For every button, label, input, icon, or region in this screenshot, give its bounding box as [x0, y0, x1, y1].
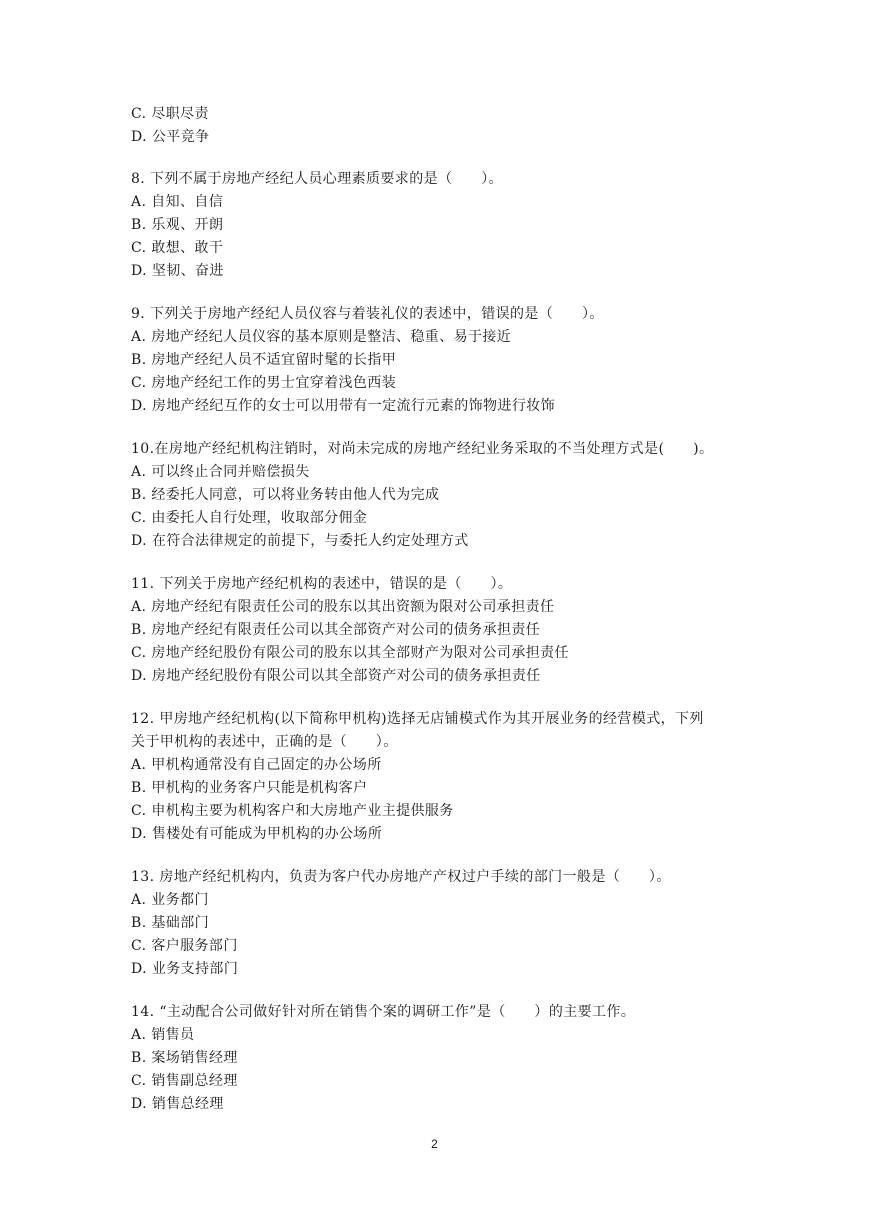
option-b: B. 案场销售经理 — [131, 1050, 238, 1066]
option-b: B. 房地产经纪人员不适宜留时髦的长指甲 — [131, 352, 397, 368]
option: C. 尽职尽责 — [131, 106, 209, 122]
question-text: 9. 下列关于房地产经纪人员仪容与着装礼仪的表述中，错误的是（ ）。 — [131, 306, 604, 322]
option-b: B. 乐观、开朗 — [131, 217, 224, 233]
option-d: D. 房地产经纪股份有限公司以其全部资产对公司的债务承担责任 — [131, 668, 541, 684]
option-c: C. 销售副总经理 — [131, 1073, 238, 1089]
option-a: A. 甲机构通常没有自己固定的办公场所 — [131, 757, 382, 773]
option-d: D. 售楼处有可能成为甲机构的办公场所 — [131, 826, 383, 842]
option-b: B. 基础部门 — [131, 915, 209, 931]
option-b: B. 经委托人同意，可以将业务转由他人代为完成 — [131, 487, 440, 503]
option-a: A. 自知、自信 — [131, 194, 224, 210]
option-a: A. 房地产经纪有限责任公司的股东以其出资额为限对公司承担责任 — [131, 599, 555, 615]
option-d: D. 坚韧、奋进 — [131, 263, 224, 279]
option-d: D. 房地产经纪互作的女士可以用带有一定流行元素的饰物进行妆饰 — [131, 398, 556, 414]
option-a: A. 可以终止合同并赔偿损失 — [131, 464, 310, 480]
question-13 — [131, 866, 771, 981]
question-10 — [131, 438, 771, 553]
question-12 — [131, 708, 771, 846]
option-b: B. 甲机构的业务客户只能是机构客户 — [131, 780, 368, 796]
question-text: 10.在房地产经纪机构注销时，对尚未完成的房地产经纪业务采取的不当处理方式是( )。 — [131, 441, 714, 457]
option-b: B. 房地产经纪有限责任公司以其全部资产对公司的债务承担责任 — [131, 622, 541, 638]
option-c: C. 敢想、敢干 — [131, 240, 224, 256]
question-text: 12. 甲房地产经纪机构(以下简称甲机构)选择无店铺模式作为其开展业务的经营模式，下列 — [131, 711, 704, 727]
question-9 — [131, 303, 771, 418]
option-d: D. 业务支持部门 — [131, 961, 239, 977]
option-c: C. 房地产经纪股份有限公司的股东以其全部财产为限对公司承担责任 — [131, 645, 569, 661]
question-text: 14. “主动配合公司做好针对所在销售个案的调研工作”是（ ）的主要工作。 — [131, 1004, 636, 1020]
page-content — [131, 103, 771, 1136]
option: D. 公平竞争 — [131, 129, 210, 145]
question-text-continued: 关于甲机构的表述中，正确的是（ ）。 — [131, 734, 398, 750]
question-text: 13. 房地产经纪机构内，负责为客户代办房地产产权过户手续的部门一般是（ ）。 — [131, 869, 671, 885]
option-d: D. 在符合法律规定的前提下，与委托人约定处理方式 — [131, 533, 469, 549]
option-a: A. 销售员 — [131, 1027, 195, 1043]
question-14 — [131, 1001, 771, 1116]
option-a: A. 房地产经纪人员仪容的基本原则是整洁、稳重、易于接近 — [131, 329, 512, 345]
option-d: D. 销售总经理 — [131, 1096, 224, 1112]
continued-options — [131, 103, 771, 149]
option-c: C. 申机构主要为机构客户和大房地产业主提供服务 — [131, 803, 454, 819]
option-c: C. 房地产经纪工作的男士宜穿着浅色西装 — [131, 375, 397, 391]
option-c: C. 由委托人自行处理，收取部分佣金 — [131, 510, 368, 526]
question-8 — [131, 168, 771, 283]
question-text: 8. 下列不属于房地产经纪人员心理素质要求的是（ ）。 — [131, 171, 504, 187]
page-number: 2 — [431, 1137, 438, 1151]
question-11 — [131, 573, 771, 688]
option-a: A. 业务都门 — [131, 892, 209, 908]
option-c: C. 客户服务部门 — [131, 938, 238, 954]
question-text: 11. 下列关于房地产经纪机构的表述中，错误的是（ ）。 — [131, 576, 513, 592]
